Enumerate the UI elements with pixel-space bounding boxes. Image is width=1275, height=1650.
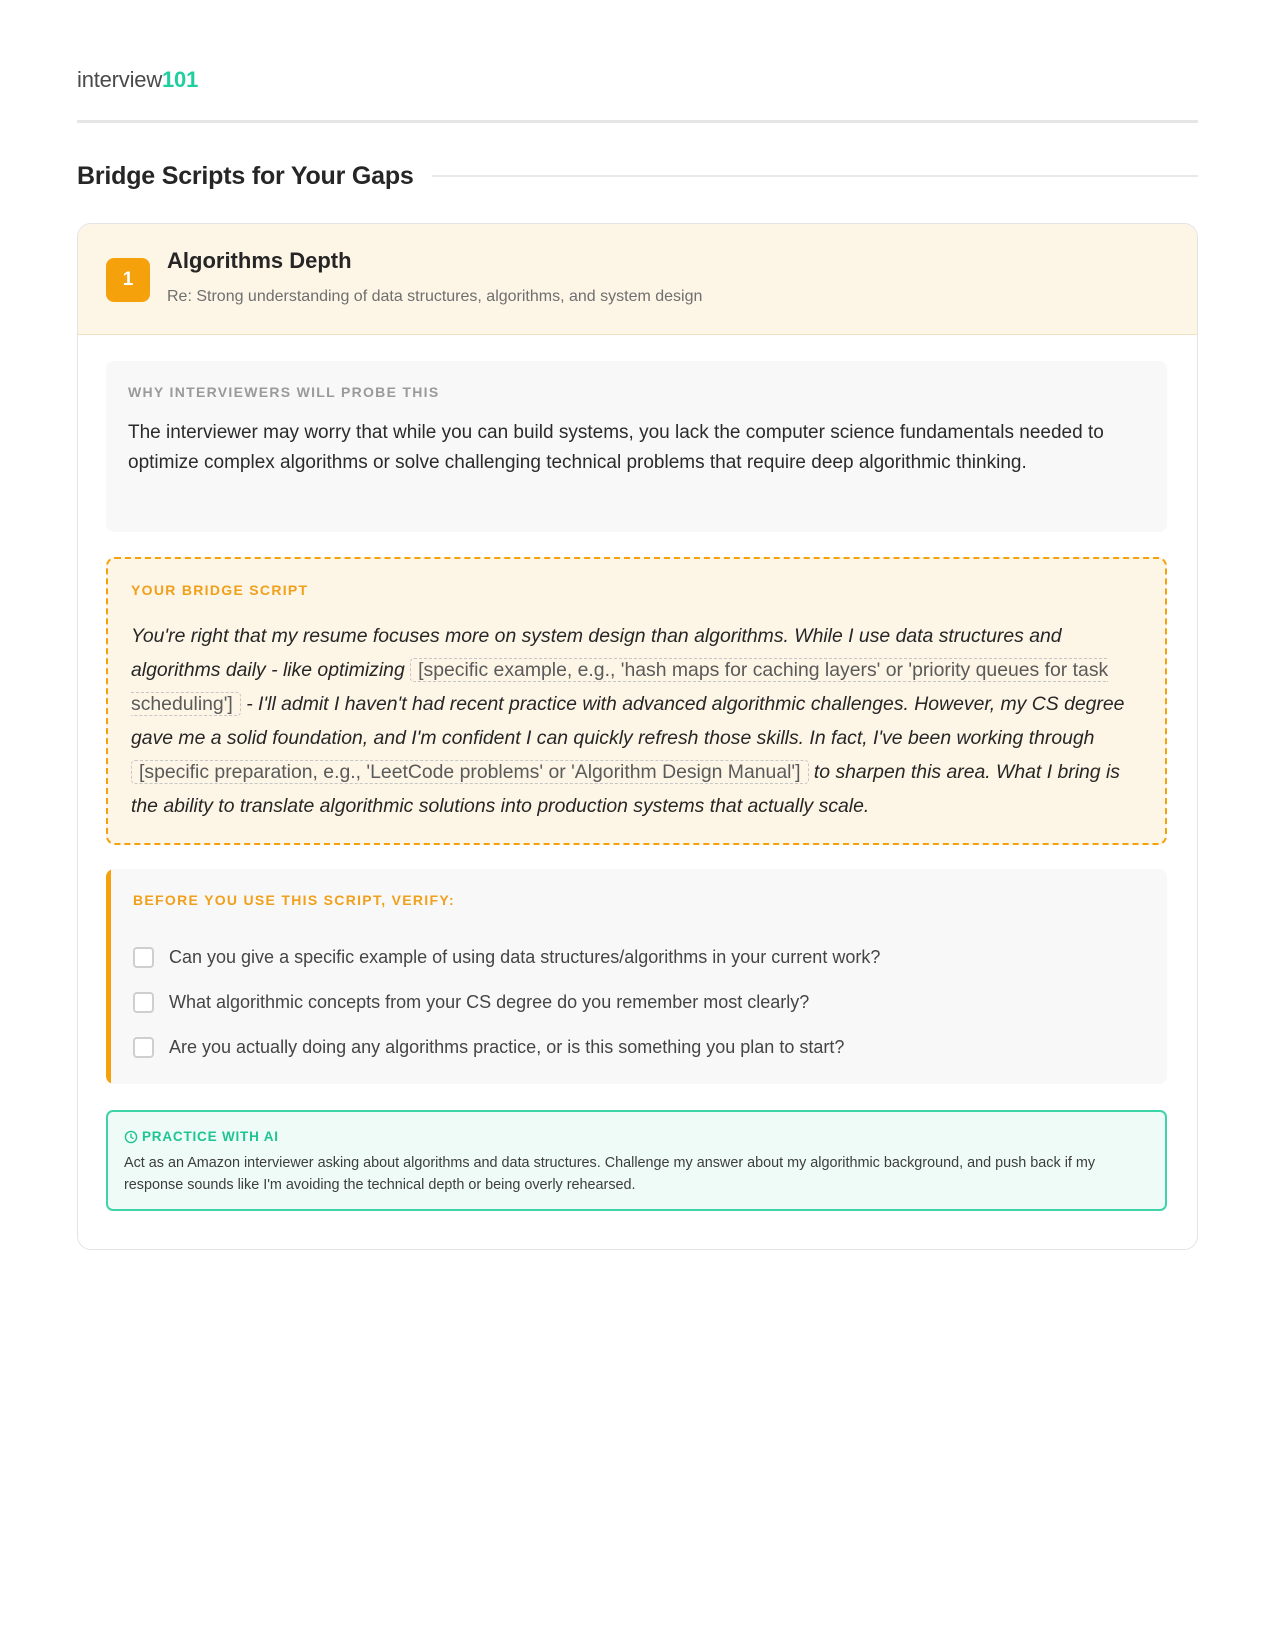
- verify-checklist-box: [106, 869, 1167, 1084]
- bridge-script-box: [106, 557, 1167, 845]
- checklist-checkbox[interactable]: [133, 1037, 154, 1058]
- checklist-item-text: What algorithmic concepts from your CS degree do you remember most clearly?: [169, 992, 810, 1012]
- clock-icon: [124, 1130, 138, 1144]
- checklist-item: [133, 980, 880, 1025]
- section-header: [77, 158, 1198, 194]
- bridge-script-label: YOUR BRIDGE SCRIPT: [131, 582, 309, 598]
- why-probe-text: The interviewer may worry that while you can build systems, you lack the computer science fundamentals needed to optimize complex algorithms or solve challenging technical problems that require deep algorithmic thinking.: [128, 422, 1104, 473]
- gap-title: Algorithms Depth: [167, 248, 352, 273]
- practice-ai-header: [124, 1129, 279, 1144]
- checklist-checkbox[interactable]: [133, 992, 154, 1013]
- practice-ai-label: PRACTICE WITH AI: [142, 1129, 279, 1144]
- checklist-item-text: Are you actually doing any algorithms practice, or is this something you plan to start?: [169, 1037, 845, 1057]
- brand-name-light: interview: [77, 67, 163, 92]
- practice-ai-prompt[interactable]: Act as an Amazon interviewer asking about algorithms and data structures. Challenge my answer about my algorithmic background, and push back if my response sounds like I'm avoiding the technical depth or being overly rehearsed.: [124, 1155, 1096, 1193]
- bridge-script-text: [131, 619, 1141, 823]
- bridge-script-part: to sharpen this area. What I bring is the ability to translate algorithmic solutions into production systems that actually scale.: [131, 761, 1120, 817]
- practice-ai-box: [106, 1110, 1167, 1211]
- section-title: Bridge Scripts for Your Gaps: [77, 161, 414, 190]
- checklist-item: [133, 1025, 880, 1070]
- checklist-item-text: Can you give a specific example of using data structures/algorithms in your current work?: [169, 947, 881, 967]
- why-probe-label: WHY INTERVIEWERS WILL PROBE THIS: [128, 384, 440, 400]
- brand-logo[interactable]: [77, 66, 198, 94]
- verify-checklist: [133, 935, 880, 1070]
- header-divider: [77, 120, 1198, 123]
- bridge-script-part: You're right that my resume focuses more on system design than algorithms. While I use data structures and algorithms daily - like optimizing: [131, 625, 1062, 681]
- section-title-rule: [432, 175, 1198, 177]
- script-placeholder[interactable]: [specific example, e.g., 'hash maps for caching layers' or 'priority queues for task scheduling']: [131, 659, 1109, 715]
- gap-card: [77, 223, 1198, 1250]
- checklist-item: [133, 935, 880, 980]
- checklist-checkbox[interactable]: [133, 947, 154, 968]
- why-probe-box: [106, 361, 1167, 532]
- gap-card-header: [78, 224, 1197, 335]
- brand-name-bold: 101: [162, 67, 199, 92]
- bridge-script-part: - I'll admit I haven't had recent practice with advanced algorithmic challenges. However, my CS degree gave me a solid foundation, and I'm confident I can quickly refresh those skills. In fact, I've been working through: [131, 693, 1125, 749]
- script-placeholder[interactable]: [specific preparation, e.g., 'LeetCode problems' or 'Algorithm Design Manual']: [131, 760, 809, 784]
- verify-label: BEFORE YOU USE THIS SCRIPT, VERIFY:: [133, 892, 455, 908]
- gap-number-badge: 1: [106, 258, 150, 302]
- gap-requirement: Re: Strong understanding of data structures, algorithms, and system design: [167, 288, 703, 305]
- verify-accent-bar: [106, 869, 111, 1084]
